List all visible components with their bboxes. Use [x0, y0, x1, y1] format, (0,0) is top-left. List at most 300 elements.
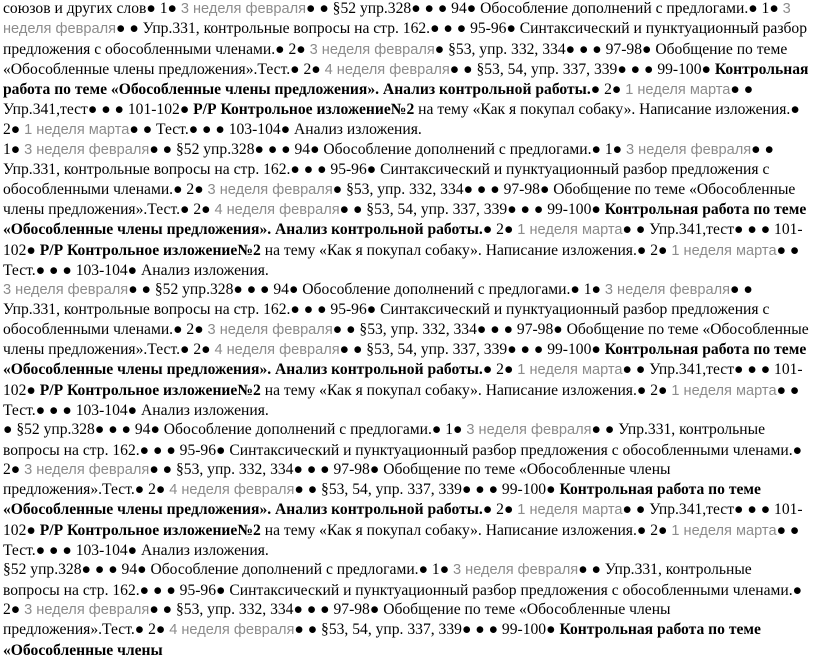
bullet-icon: ●: [506, 20, 516, 38]
bullet-icon: ●: [26, 381, 36, 399]
bullet-icon: ●: [792, 441, 803, 459]
bullet-icon: ●: [591, 200, 601, 218]
week-label: 3 неделя февраля: [180, 1, 306, 17]
text: 101-102: [3, 501, 803, 539]
text: Упр.331, контрольные вопросы на стр. 162.: [3, 161, 291, 179]
bullet-icon: ●: [114, 101, 124, 119]
bullet-icon: ●: [152, 441, 163, 459]
text: §52 упр.328: [3, 561, 82, 579]
bullet-icon: ●: [424, 0, 434, 17]
text: 2: [604, 81, 612, 99]
bullet-icon: ●: [294, 621, 304, 639]
week-label: 3 неделя февраля: [3, 1, 791, 38]
bullet-icon: ●: [352, 341, 363, 359]
text: 2: [496, 221, 504, 239]
bullet-icon: ●: [461, 481, 472, 499]
bullet-icon: ●: [332, 180, 343, 198]
bullet-icon: ●: [129, 20, 139, 38]
bullet-icon: ●: [290, 161, 300, 179]
text: Упр.331, контрольные вопросы на стр. 162.: [142, 20, 431, 38]
bullet-icon: ●: [201, 200, 211, 218]
bullet-icon: ●: [747, 501, 757, 519]
bullet-icon: ●: [490, 180, 500, 198]
bullet-icon: ●: [152, 581, 163, 599]
bullet-icon: ●: [101, 101, 111, 119]
bullet-icon: ●: [35, 401, 46, 419]
text: 97-98: [333, 460, 370, 478]
bullet-icon: ●: [369, 600, 380, 618]
bullet-icon: ●: [747, 361, 757, 379]
bullet-icon: ●: [488, 481, 499, 499]
text: 1: [431, 561, 440, 579]
text: 95-96: [179, 441, 217, 459]
bullet-icon: ●: [293, 460, 303, 478]
bullet-icon: ●: [310, 141, 320, 159]
bullet-icon: ●: [636, 381, 647, 399]
text: 1: [583, 281, 592, 299]
text: Синтаксический и пунктуационный разбор предложения с обособленными членами.: [229, 441, 793, 459]
bullet-icon: ●: [62, 401, 72, 419]
bullet-icon: ●: [482, 221, 493, 239]
bullet-icon: ●: [734, 501, 744, 519]
bullet-icon: ●: [142, 120, 153, 138]
text: 99-100: [657, 60, 702, 78]
week-label: 4 неделя февраля: [214, 342, 340, 359]
bullet-icon: ●: [339, 341, 350, 359]
week-label: 1 неделя марта: [517, 222, 623, 239]
bullet-icon: ●: [760, 501, 771, 519]
text: 2: [303, 60, 312, 78]
text: Обобщение по теме «Обособленные члены предложения».Тест.: [3, 600, 671, 639]
bullet-icon: ●: [622, 361, 632, 379]
bullet-icon: ●: [339, 200, 350, 218]
paragraph-4: [3, 420, 811, 560]
bullet-icon: ●: [317, 301, 327, 319]
bullet-icon: ●: [449, 60, 460, 78]
bullet-icon: ●: [507, 341, 517, 359]
text: Упр.341,тест: [649, 221, 735, 239]
bullet-icon: ●: [369, 460, 380, 478]
bullet-icon: ●: [636, 241, 647, 259]
text: 99-100: [547, 200, 592, 218]
bullet-icon: ●: [134, 621, 145, 639]
text: 2: [3, 120, 11, 138]
bullet-icon: ●: [461, 621, 472, 639]
text: 103-104: [75, 261, 128, 279]
text: 97-98: [605, 40, 642, 58]
text: Упр.331, контрольные вопросы на стр. 162.: [3, 301, 291, 319]
text: 99-100: [547, 341, 592, 359]
text: 101-102: [127, 101, 180, 119]
bullet-icon: ●: [306, 600, 317, 618]
text: §53, упр. 332, 334: [175, 460, 294, 478]
text: 2: [3, 600, 11, 618]
text: §52 упр.328: [154, 281, 234, 299]
bullet-icon: ●: [141, 281, 151, 299]
bullet-icon: ●: [411, 0, 421, 17]
bullet-icon: ●: [366, 161, 377, 179]
text: 1: [159, 0, 168, 17]
bullet-icon: ●: [49, 542, 59, 560]
bullet-icon: ●: [81, 561, 91, 579]
text: 1: [604, 141, 613, 159]
bullet-icon: ●: [760, 361, 771, 379]
bullet-icon: ●: [520, 200, 530, 218]
text: Обобщение по теме «Обособленные члены предложения».Тест.: [3, 40, 788, 78]
bullet-icon: ●: [760, 221, 771, 239]
bullet-icon: ●: [439, 561, 450, 579]
bullet-icon: ●: [216, 441, 226, 459]
bullet-icon: ●: [453, 421, 463, 439]
bullet-icon: ●: [173, 320, 183, 338]
text: 95-96: [330, 301, 367, 319]
bullet-icon: ●: [49, 261, 59, 279]
bullet-icon: ●: [503, 320, 513, 338]
bullet-icon: ●: [201, 341, 211, 359]
bullet-icon: ●: [10, 141, 21, 159]
bullet-icon: ●: [463, 180, 473, 198]
bullet-icon: ●: [769, 0, 779, 17]
bullet-icon: ●: [10, 120, 21, 138]
bullet-icon: ●: [635, 501, 646, 519]
text: 103-104: [228, 120, 281, 138]
bullet-icon: ●: [463, 60, 473, 78]
bullet-icon: ●: [776, 241, 786, 259]
bullet-icon: ●: [476, 320, 487, 338]
week-label: 3 неделя февраля: [24, 601, 150, 618]
bullet-icon: ●: [150, 421, 160, 439]
text: 99-100: [501, 621, 547, 639]
bullet-icon: ●: [202, 120, 212, 138]
week-label: 1 неделя марта: [517, 502, 623, 519]
bold-text: Р/Р Контрольное изложение№2: [193, 101, 415, 119]
text: Анализ изложения.: [141, 261, 269, 279]
text: Обособление дополнений с предлогами.: [163, 421, 432, 439]
bullet-icon: ●: [127, 542, 138, 560]
bullet-icon: ●: [437, 0, 448, 17]
bullet-icon: ●: [475, 621, 485, 639]
bold-text: Контрольная работа по теме «Обособленные члены: [3, 621, 761, 659]
bullet-icon: ●: [139, 581, 150, 599]
text: §52 упр.328: [175, 141, 255, 159]
bullet-icon: ●: [490, 320, 500, 338]
bullet-icon: ●: [127, 261, 138, 279]
week-label: 3 неделя февраля: [625, 142, 752, 159]
bullet-icon: ●: [216, 581, 226, 599]
text: Синтаксический и пунктуационный разбор предложения с обособленными членами.: [229, 581, 793, 599]
bullet-icon: ●: [293, 600, 303, 618]
text: Упр.341,тест: [649, 501, 735, 519]
bullet-icon: ●: [149, 600, 159, 618]
bold-text: Контрольная работа по теме «Обособленные члены предложения». Анализ контрольной работы.: [3, 341, 807, 379]
bold-text: Контрольная работа по теме «Обособленные члены предложения». Анализ контрольной работы.: [3, 481, 761, 519]
text: на тему «Как я покупал собаку». Написание изложения.: [264, 241, 637, 259]
bullet-icon: ●: [215, 120, 225, 138]
bullet-icon: ●: [570, 281, 580, 299]
bullet-icon: ●: [296, 40, 306, 58]
bold-text: Р/Р Контрольное изложение№2: [39, 381, 261, 399]
bullet-icon: ●: [129, 120, 139, 138]
bullet-icon: ●: [108, 421, 118, 439]
bullet-icon: ●: [180, 341, 190, 359]
text: 1: [761, 0, 770, 17]
bullet-icon: ●: [636, 521, 647, 539]
bullet-icon: ●: [488, 621, 499, 639]
text: союзов и других слов: [3, 0, 147, 17]
text: Обобщение по теме «Обособленные члены предложения».Тест.: [3, 180, 796, 218]
text: Обособление дополнений с предлогами.: [150, 561, 419, 579]
bullet-icon: ●: [121, 421, 131, 439]
text: Анализ изложения.: [294, 120, 422, 138]
bullet-icon: ●: [748, 0, 758, 17]
bullet-icon: ●: [167, 0, 177, 17]
bullet-icon: ●: [503, 501, 514, 519]
bullet-icon: ●: [3, 421, 13, 439]
bullet-icon: ●: [776, 521, 786, 539]
text: 2: [193, 341, 202, 359]
bullet-icon: ●: [306, 460, 317, 478]
bullet-icon: ●: [789, 521, 800, 539]
bullet-icon: ●: [352, 200, 363, 218]
bullet-icon: ●: [789, 381, 800, 399]
text: §53, 54, упр. 337, 339: [366, 341, 508, 359]
text: §53, 54, упр. 337, 339: [476, 60, 618, 78]
text: 2: [650, 521, 659, 539]
bullet-icon: ●: [332, 320, 343, 338]
bullet-icon: ●: [533, 200, 544, 218]
text: Синтаксический и пунктуационный разбор предложения с обособленными членами.: [3, 20, 808, 58]
text: 2: [148, 481, 156, 499]
bullet-icon: ●: [290, 301, 300, 319]
bullet-icon: ●: [26, 241, 36, 259]
text: §52 упр.328: [332, 0, 412, 17]
text: 2: [148, 621, 156, 639]
bullet-icon: ●: [658, 521, 668, 539]
bullet-icon: ●: [644, 60, 654, 78]
text: на тему «Как я покупал собаку». Написание изложения.: [264, 381, 637, 399]
week-label: 1 неделя марта: [625, 82, 731, 99]
bullet-icon: ●: [166, 581, 176, 599]
text: Упр.331, контрольные вопросы на стр. 162.: [3, 561, 752, 599]
bullet-icon: ●: [578, 40, 589, 58]
bullet-icon: ●: [311, 60, 321, 78]
week-label: 1 неделя марта: [24, 121, 130, 138]
bullet-icon: ●: [617, 60, 627, 78]
text: на тему «Как я покупал собаку». Написание изложения.: [264, 521, 637, 539]
text: на тему «Как я покупал собаку». Написание изложения.: [418, 101, 791, 119]
bullet-icon: ●: [254, 141, 264, 159]
bullet-icon: ●: [431, 421, 442, 439]
bullet-icon: ●: [565, 40, 576, 58]
bullet-icon: ●: [149, 141, 159, 159]
text: 2: [186, 320, 195, 338]
bullet-icon: ●: [591, 141, 601, 159]
bullet-icon: ●: [275, 40, 285, 58]
text: §52 упр.328: [16, 421, 95, 439]
text: 1: [3, 141, 11, 159]
bullet-icon: ●: [26, 521, 36, 539]
bullet-icon: ●: [734, 221, 744, 239]
bullet-icon: ●: [533, 341, 544, 359]
bullet-icon: ●: [94, 561, 105, 579]
bullet-icon: ●: [62, 542, 72, 560]
bullet-icon: ●: [294, 481, 304, 499]
text: 97-98: [516, 320, 554, 338]
text: 2: [186, 180, 195, 198]
text: Тест.: [156, 120, 189, 138]
bullet-icon: ●: [591, 561, 601, 579]
bullet-icon: ●: [546, 481, 556, 499]
text: 95-96: [470, 20, 507, 38]
bullet-icon: ●: [591, 421, 601, 439]
bullet-icon: ●: [642, 40, 652, 58]
text: Анализ изложения.: [141, 542, 269, 560]
bullet-icon: ●: [790, 101, 800, 119]
week-label: 3 неделя февраля: [309, 41, 435, 58]
bullet-icon: ●: [180, 200, 190, 218]
bullet-icon: ●: [503, 221, 514, 239]
bullet-icon: ●: [792, 581, 803, 599]
bullet-icon: ●: [747, 221, 757, 239]
bullet-icon: ●: [10, 600, 21, 618]
bullet-icon: ●: [94, 421, 105, 439]
bullet-icon: ●: [267, 141, 278, 159]
paragraph-3: [3, 280, 811, 420]
bullet-icon: ●: [137, 561, 147, 579]
text: 99-100: [501, 481, 547, 499]
bullet-icon: ●: [456, 20, 467, 38]
bullet-icon: ●: [612, 141, 623, 159]
text: 101-102: [3, 361, 803, 399]
text: Обобщение по теме «Обособленные члены предложения».Тест.: [3, 460, 671, 499]
bullet-icon: ●: [162, 460, 173, 478]
bullet-icon: ●: [366, 301, 377, 319]
text: 95-96: [179, 581, 217, 599]
bullet-icon: ●: [108, 561, 118, 579]
text: 2: [650, 241, 659, 259]
text: §53, упр. 332, 334: [359, 320, 477, 338]
text: Тест.: [3, 542, 36, 560]
week-label: 3 неделя февраля: [466, 422, 592, 439]
paragraph-1: [3, 0, 811, 140]
bullet-icon: ●: [149, 460, 159, 478]
bold-text: Контрольная работа по теме «Обособленные члены предложения». Анализ контрольной работы.: [3, 60, 809, 99]
bullet-icon: ●: [155, 481, 166, 499]
bullet-icon: ●: [578, 561, 588, 579]
bullet-icon: ●: [173, 180, 183, 198]
bullet-icon: ●: [288, 281, 299, 299]
text: 94: [134, 421, 151, 439]
bullet-icon: ●: [35, 261, 46, 279]
bullet-icon: ●: [658, 241, 668, 259]
bullet-icon: ●: [730, 81, 740, 99]
document-body: [3, 0, 811, 660]
text: Тест.: [3, 401, 36, 419]
bullet-icon: ●: [194, 320, 204, 338]
bullet-icon: ●: [622, 221, 632, 239]
week-label: 3 неделя февраля: [24, 461, 150, 478]
bullet-icon: ●: [303, 301, 314, 319]
bullet-icon: ●: [553, 320, 563, 338]
text: 94: [294, 141, 311, 159]
bullet-icon: ●: [317, 161, 327, 179]
bullet-icon: ●: [635, 221, 646, 239]
bullet-icon: ●: [734, 361, 744, 379]
bullet-icon: ●: [482, 501, 493, 519]
bullet-icon: ●: [658, 381, 668, 399]
text: Упр.331, контрольные вопросы на стр. 162.: [3, 421, 766, 459]
week-label: 4 неделя февраля: [169, 482, 295, 499]
bullet-icon: ●: [260, 281, 270, 299]
bullet-icon: ●: [418, 561, 428, 579]
text: §53, упр. 332, 334: [346, 180, 464, 198]
bullet-icon: ●: [622, 501, 632, 519]
bullet-icon: ●: [307, 481, 318, 499]
bullet-icon: ●: [128, 281, 138, 299]
bullet-icon: ●: [49, 401, 59, 419]
text: 2: [650, 381, 659, 399]
bullet-icon: ●: [743, 81, 754, 99]
week-label: 3 неделя февраля: [207, 321, 333, 338]
week-label: 3 неделя февраля: [24, 142, 150, 159]
bullet-icon: ●: [127, 401, 138, 419]
bullet-icon: ●: [443, 20, 453, 38]
bullet-icon: ●: [162, 600, 173, 618]
bullet-icon: ●: [635, 361, 646, 379]
text: 97-98: [333, 600, 370, 618]
bullet-icon: ●: [476, 180, 487, 198]
text: Обособление дополнений с предлогами.: [302, 281, 571, 299]
bullet-icon: ●: [591, 341, 601, 359]
bullet-icon: ●: [776, 381, 786, 399]
bullet-icon: ●: [194, 180, 204, 198]
bullet-icon: ●: [303, 161, 314, 179]
text: Синтаксический и пунктуационный разбор предложения с обособленными членами.: [3, 301, 770, 338]
bullet-icon: ●: [146, 0, 156, 17]
text: Обособление дополнений с предлогами.: [480, 0, 749, 17]
bullet-icon: ●: [10, 460, 21, 478]
bullet-icon: ●: [166, 441, 176, 459]
bullet-icon: ●: [162, 141, 173, 159]
bullet-icon: ●: [155, 621, 166, 639]
bullet-icon: ●: [35, 542, 46, 560]
week-label: 4 неделя февраля: [169, 622, 295, 639]
week-label: 3 неделя февраля: [453, 562, 579, 579]
bullet-icon: ●: [546, 621, 556, 639]
text: §53, 54, упр. 337, 339: [321, 481, 462, 499]
bullet-icon: ●: [434, 40, 445, 58]
paragraph-5: [3, 560, 811, 659]
bullet-icon: ●: [730, 281, 740, 299]
text: 1: [445, 421, 454, 439]
text: 2: [288, 40, 297, 58]
text: Анализ изложения.: [141, 401, 269, 419]
bold-text: Р/Р Контрольное изложение№2: [39, 241, 261, 259]
bullet-icon: ●: [592, 40, 602, 58]
bullet-icon: ●: [789, 241, 800, 259]
bullet-icon: ●: [281, 141, 291, 159]
bullet-icon: ●: [116, 20, 126, 38]
text: Обобщение по теме «Обособленные члены предложения».Тест.: [3, 320, 809, 359]
text: §53, 54, упр. 337, 339: [321, 621, 462, 639]
week-label: 3 неделя февраля: [207, 181, 333, 198]
text: §53, упр. 332, 334: [448, 40, 566, 58]
bullet-icon: ●: [507, 200, 517, 218]
text: 94: [121, 561, 138, 579]
bullet-icon: ●: [590, 81, 601, 99]
week-label: 4 неделя февраля: [214, 201, 340, 218]
bold-text: Контрольная работа по теме «Обособленные члены предложения». Анализ контрольной работы.: [3, 200, 807, 239]
